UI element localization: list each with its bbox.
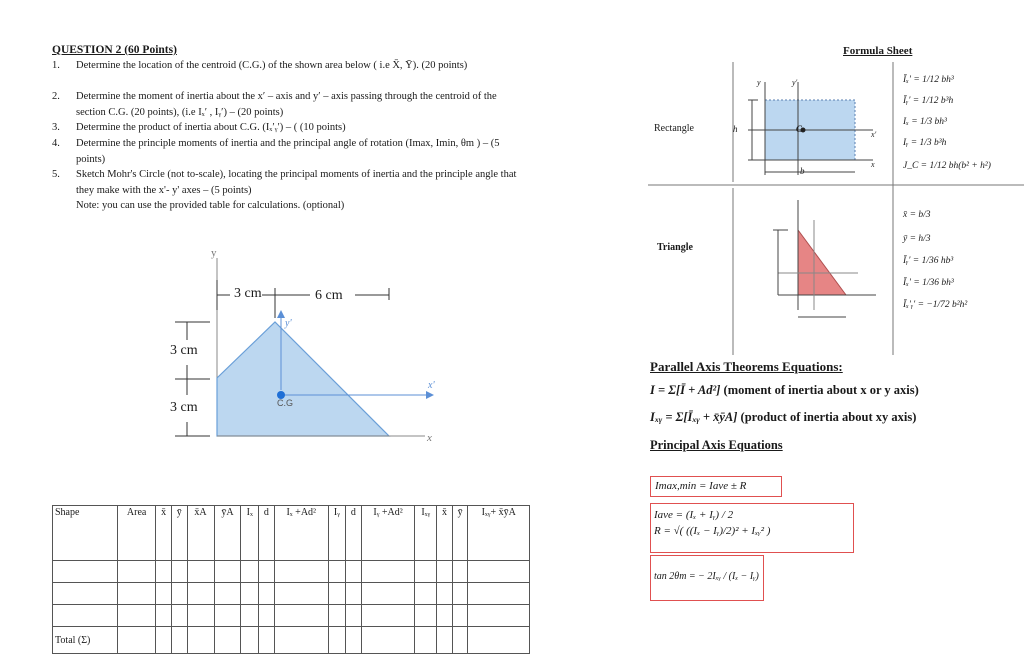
question-number: 5. <box>52 169 60 180</box>
eq2-math: Iₓᵧ = Σ[Īₓᵧ + x̄ȳA] <box>650 410 738 424</box>
dim-left-lower: 3 cm <box>170 400 198 415</box>
formula-sheet-grid <box>648 60 1024 360</box>
rect-axis-y: y <box>757 78 761 87</box>
rect-formula-2: Īᵧ′ = 1/12 b³h <box>903 96 954 106</box>
question-text: Determine the moment of inertia about the x′ – axis and y′ – axis passing through the centroid of the section C.G. (20 points), (i.e Iₓ′ , Iᵧ′) – (20 points) <box>76 91 497 118</box>
dim-top-right: 6 cm <box>315 288 343 303</box>
col-header: d <box>259 506 275 561</box>
rect-formula-1: Īₓ′ = 1/12 bh³ <box>903 75 954 85</box>
dim-left-upper: 3 cm <box>170 343 198 358</box>
parallel-eq-2 <box>650 410 916 425</box>
rect-axis-x-prime: x' <box>871 130 877 139</box>
table-row <box>53 561 530 583</box>
col-header: Iₓᵧ+ x̄ȳA <box>468 506 530 561</box>
col-header: ȳ <box>452 506 468 561</box>
question-text: Determine the principle moments of inertia and the principal angle of rotation (Imax, Imin, θm ) – (5 points) <box>76 138 500 165</box>
col-header: x̄A <box>187 506 214 561</box>
rect-axis-y-prime: y' <box>792 78 798 87</box>
principal-axis-title: Principal Axis Equations <box>650 438 783 452</box>
question-item-3 <box>52 120 522 136</box>
box3-text: tan 2θm = − 2Iₓᵧ / (Iₓ − Iᵧ) <box>654 571 759 582</box>
col-header: ȳA <box>214 506 241 561</box>
rect-axis-x: x <box>871 160 875 169</box>
table-row <box>53 583 530 605</box>
rect-formula-4: Iᵧ = 1/3 b³h <box>903 138 947 148</box>
tri-formula-4: Īₓ′ = 1/36 bh³ <box>903 278 954 288</box>
question-text: Determine the location of the centroid (C.G.) of the shown area below ( i.e X̄, Ȳ). (20 points) <box>76 60 468 71</box>
question-number: 3. <box>52 122 60 133</box>
question-item-5 <box>52 167 522 198</box>
axis-label-y: y <box>211 247 217 259</box>
col-header: Iₓ +Ad² <box>274 506 328 561</box>
question-text: Sketch Mohr's Circle (not to-scale), locating the principal moments of inertia and the principle angle that they make with the x'- y' axes – (5 points) <box>76 169 517 196</box>
box2-r: R = √( ((Iₓ − Iᵧ)/2)² + Iₓᵧ² ) <box>654 525 771 537</box>
dim-top-left: 3 cm <box>234 286 262 301</box>
eq1-desc: (moment of inertia about x or y axis) <box>723 383 919 397</box>
calculation-table <box>52 505 530 654</box>
formula-box-iave-r <box>650 503 854 553</box>
rect-formula-3: Iₓ = 1/3 bh³ <box>903 117 947 127</box>
question-item-1 <box>52 58 522 74</box>
question-item-2 <box>52 89 522 120</box>
formula-box-imax <box>650 476 782 497</box>
col-header: Area <box>118 506 156 561</box>
formula-box-tan <box>650 555 764 601</box>
col-header: x̄ <box>437 506 453 561</box>
tri-formula-1: x̄ = b/3 <box>903 210 931 220</box>
cg-label: C.G <box>277 398 294 408</box>
col-header: Iᵧ <box>328 506 345 561</box>
triangle-label: Triangle <box>657 242 693 253</box>
parallel-eq-1 <box>650 383 919 398</box>
composite-shape <box>217 322 389 436</box>
tri-formula-3: Īᵧ′ = 1/36 hb³ <box>903 256 954 266</box>
col-header: Iₓ <box>241 506 259 561</box>
question-title: QUESTION 2 (60 Points) <box>52 44 177 56</box>
parallel-axis-title: Parallel Axis Theorems Equations: <box>650 359 843 374</box>
question-text: Determine the product of inertia about C.G. (Iₓ′ᵧ′) – ( (10 points) <box>76 122 346 133</box>
col-header: Shape <box>53 506 118 561</box>
question-number: 2. <box>52 91 60 102</box>
question-number: 4. <box>52 138 60 149</box>
table-header-row <box>53 506 530 561</box>
eq1-math: I = Σ[Ī + Ad²] <box>650 383 721 397</box>
col-header: d <box>346 506 362 561</box>
rect-h: h <box>733 124 738 134</box>
question-item-4 <box>52 136 522 167</box>
tri-formula-2: ȳ = h/3 <box>903 234 931 244</box>
col-header: x̄ <box>156 506 172 561</box>
col-header: ȳ <box>171 506 187 561</box>
triangle-shape <box>798 230 846 295</box>
table-total-row <box>53 627 530 654</box>
eq2-desc: (product of inertia about xy axis) <box>740 410 917 424</box>
question-note: Note: you can use the provided table for calculations. (optional) <box>76 200 345 211</box>
box1-text: Imax,min = Iave ± R <box>655 480 747 492</box>
col-header: Iᵧ +Ad² <box>361 506 415 561</box>
rect-c: C <box>796 124 803 134</box>
table-row <box>53 605 530 627</box>
axis-label-y-prime: y' <box>285 318 292 329</box>
rectangle-label: Rectangle <box>654 123 694 134</box>
axis-label-x-prime: x' <box>428 380 435 391</box>
rect-b: b <box>800 166 805 176</box>
box2-iave: Iave = (Iₓ + Iᵧ) / 2 <box>654 509 734 521</box>
axis-label-x: x <box>427 432 432 444</box>
question-number: 1. <box>52 60 60 71</box>
formula-sheet-title: Formula Sheet <box>843 45 913 57</box>
tri-formula-5: Īₓ′ᵧ′ = −1/72 b²h² <box>903 300 968 310</box>
total-label: Total (Σ) <box>53 627 118 654</box>
col-header: Iₓᵧ <box>415 506 437 561</box>
rect-formula-5: J_C = 1/12 bh(b² + h²) <box>903 161 991 171</box>
